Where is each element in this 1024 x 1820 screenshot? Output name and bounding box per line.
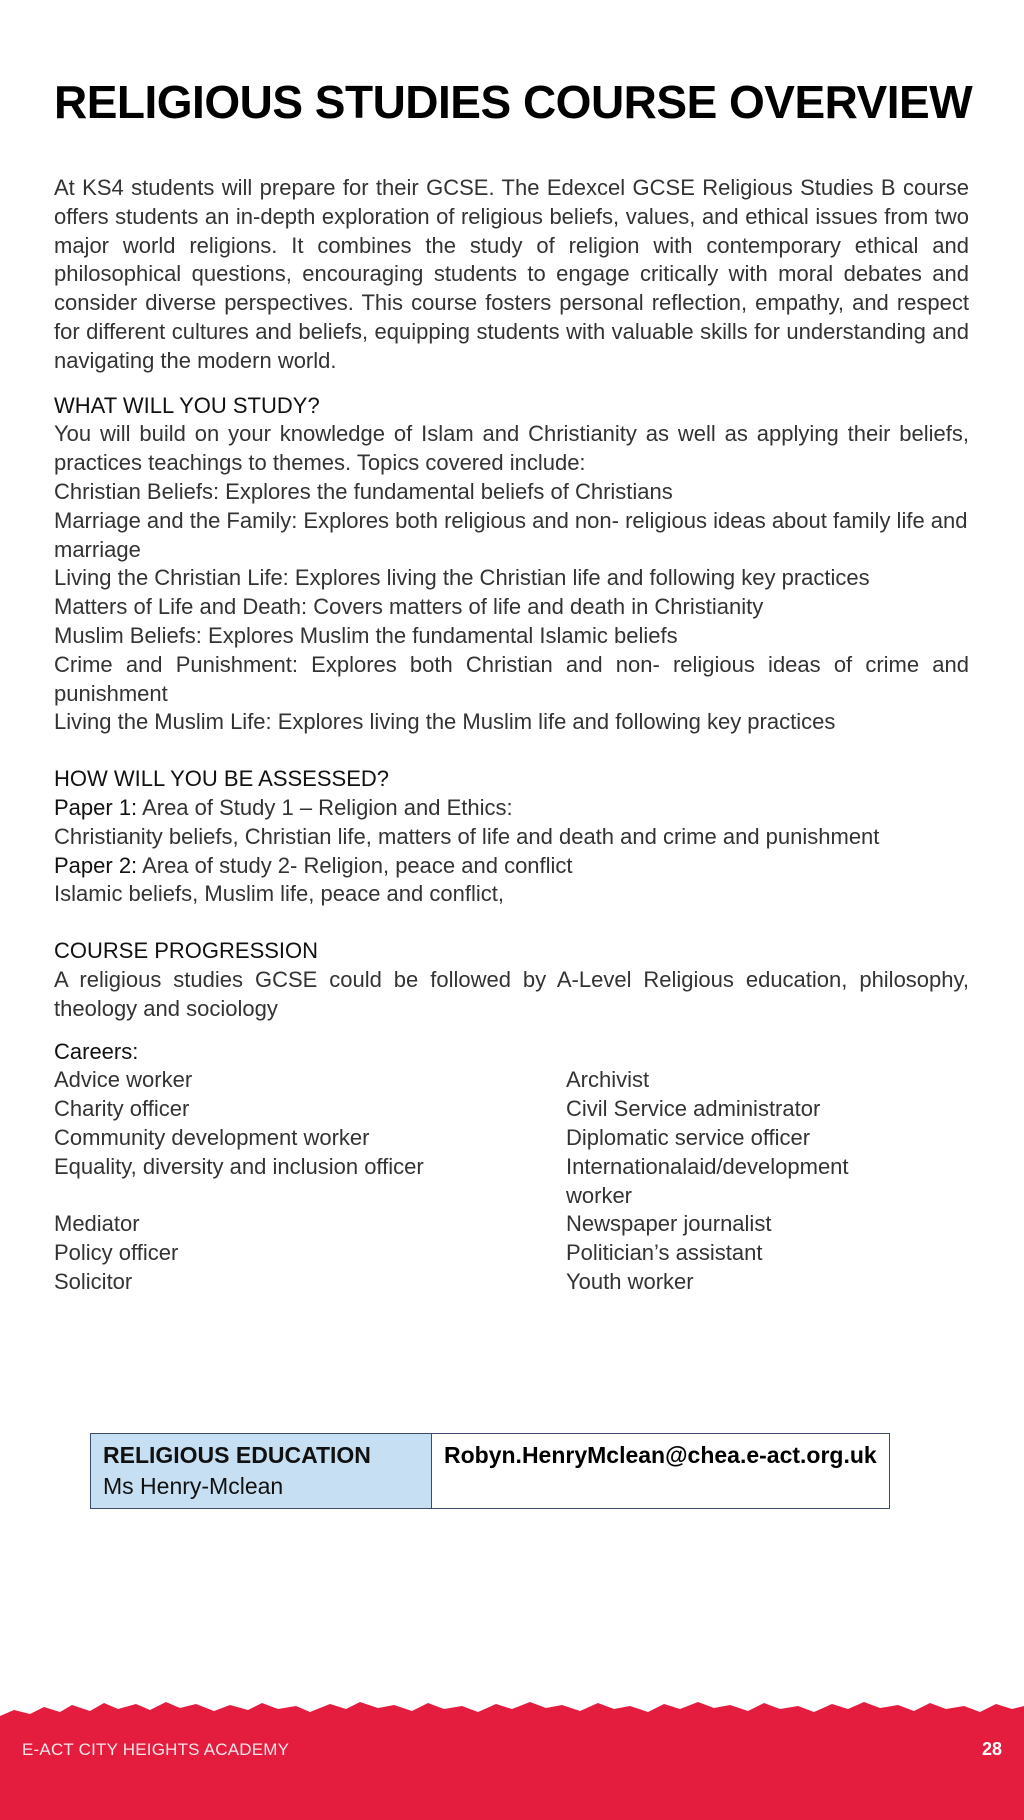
careers-list <box>54 1066 969 1296</box>
paper-2-line <box>54 852 969 881</box>
intro-paragraph: At KS4 students will prepare for their GCSE. The Edexcel GCSE Religious Studies B course offers students an in-depth exploration of religious beliefs, values, and ethical issues from two major world religions. It combines the study of religion with contemporary ethical and philosophical questions, encouraging students to engage critically with moral debates and consider diverse perspectives. This course fosters personal reflection, empathy, and respect for different cultures and beliefs, equipping students with valuable skills for understanding and navigating the modern world. <box>54 175 969 373</box>
career-item: Diplomatic service officer <box>566 1124 811 1150</box>
careers-heading: Careers: <box>54 1038 139 1064</box>
contact-email[interactable]: Robyn.HenryMclean@chea.e-act.org.uk <box>444 1442 877 1468</box>
career-item: Mediator <box>54 1211 140 1237</box>
career-item: Policy officer <box>54 1240 179 1266</box>
career-item: Newspaper journalist <box>566 1211 772 1237</box>
topic-item: Marriage and the Family: Explores both religious and non- religious ideas about family life and marriage <box>54 507 968 562</box>
assessment-heading: HOW WILL YOU BE ASSESSED? <box>54 766 389 792</box>
career-item: Equality, diversity and inclusion officer <box>54 1153 424 1179</box>
career-item: Politician’s assistant <box>566 1240 763 1266</box>
topic-item: Crime and Punishment: Explores both Christian and non- religious ideas of crime and punishment <box>54 651 969 706</box>
career-item: Advice worker <box>54 1067 193 1093</box>
progression-heading: COURSE PROGRESSION <box>54 938 319 964</box>
career-item: Community development worker <box>54 1124 370 1150</box>
career-item: Archivist <box>566 1067 650 1093</box>
progression-text: A religious studies GCSE could be followed by A-Level Religious education, philosophy, theology and sociology <box>54 966 969 1021</box>
paper-2-label: Paper 2: <box>54 852 138 878</box>
footer-school-name: E-ACT CITY HEIGHTS ACADEMY <box>22 1740 290 1759</box>
career-item: Internationalaid/development worker <box>566 1153 849 1208</box>
study-intro: You will build on your knowledge of Islam and Christianity as well as applying their beliefs, practices teachings to themes. Topics covered include: <box>54 421 969 476</box>
career-spacer <box>54 1182 566 1211</box>
topic-item: Living the Muslim Life: Explores living the Muslim life and following key practices <box>54 709 836 735</box>
study-heading: WHAT WILL YOU STUDY? <box>54 392 320 418</box>
teacher-name: Ms Henry-Mclean <box>103 1473 284 1499</box>
career-item: Civil Service administrator <box>566 1096 821 1122</box>
career-item: Solicitor <box>54 1268 133 1294</box>
paper-1-label: Paper 1: <box>54 794 138 820</box>
topic-item: Matters of Life and Death: Covers matters of life and death in Christianity <box>54 594 764 620</box>
careers-column-left <box>54 1066 566 1296</box>
paper-2-description: Islamic beliefs, Muslim life, peace and conflict, <box>54 881 504 907</box>
contact-box <box>90 1433 890 1509</box>
topic-item: Christian Beliefs: Explores the fundamental beliefs of Christians <box>54 478 673 504</box>
paper-2-title: Area of study 2- Religion, peace and conflict <box>137 852 573 878</box>
main-content <box>54 174 969 1297</box>
topic-item: Living the Christian Life: Explores living the Christian life and following key practices <box>54 565 870 591</box>
contact-department-cell <box>91 1434 432 1508</box>
page-number: 28 <box>981 1739 1002 1759</box>
department-name: RELIGIOUS EDUCATION <box>103 1442 371 1468</box>
topic-item: Muslim Beliefs: Explores Muslim the fundamental Islamic beliefs <box>54 622 678 648</box>
career-item: Charity officer <box>54 1096 190 1122</box>
paper-1-line <box>54 794 969 823</box>
paper-1-description: Christianity beliefs, Christian life, matters of life and death and crime and punishment <box>54 823 880 849</box>
paper-1-title: Area of Study 1 – Religion and Ethics: <box>137 794 513 820</box>
torn-paper-edge <box>0 1702 1024 1820</box>
careers-column-right <box>566 1066 969 1296</box>
page-title: RELIGIOUS STUDIES COURSE OVERVIEW <box>54 76 973 128</box>
career-item: Youth worker <box>566 1268 694 1294</box>
